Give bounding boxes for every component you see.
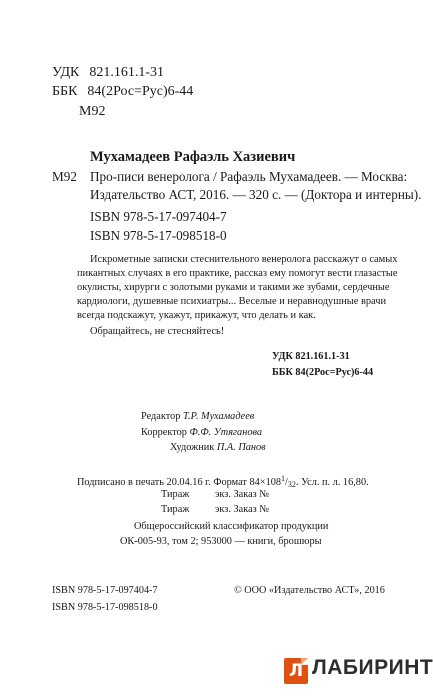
editor-name: Т.Р. Мухамадеев [182, 411, 255, 422]
format-numerator: 1 [281, 474, 286, 483]
annotation-line: кардиологи, душевные психиатры... Веселые и неравнодушные врачи [77, 296, 387, 307]
print-run-label: Тираж [161, 504, 190, 515]
format-denominator: 32 [287, 480, 296, 489]
print-run-text: экз. Заказ № [215, 504, 270, 515]
artist-label: Художник [170, 442, 215, 453]
annotation-line: Искрометные записки стеснительного венеролога расскажут о самых [90, 254, 398, 265]
annotation-line: всегда подскажут, укажут, прикажут, что делать и как. [77, 310, 316, 321]
corrector-label: Корректор [141, 427, 187, 438]
bbk-right: ББК 84(2Рос=Рус)6-44 [272, 367, 374, 378]
udk-value: 821.161.1-31 [89, 65, 165, 80]
print-run-label: Тираж [161, 489, 190, 500]
bbk-value: 84(2Рос=Рус)6-44 [87, 84, 194, 99]
bbk-line [52, 83, 193, 101]
signed-tail: . Усл. п. л. 16,80. [295, 477, 369, 488]
card-description-1: Про-писи венеролога / Рафаэль Мухамадеев. — Москва: [90, 169, 408, 184]
classifier-line: Общероссийский классификатор продукции [134, 521, 329, 532]
annotation-line: окулисты, хирурги с золотыми руками и такими же зубами, сердечные [77, 282, 390, 293]
udk-right: УДК 821.161.1-31 [272, 351, 350, 362]
bbk-label: ББК [52, 84, 78, 99]
author-heading: Мухамадеев Рафаэль Хазиевич [90, 149, 296, 165]
logo-letter: Л [288, 661, 304, 681]
author-mark: М92 [79, 104, 106, 119]
corrector-name: Ф.Ф. Утяганова [189, 427, 263, 438]
udk-line [52, 64, 164, 82]
annotation-line: пикантных случаях в его практике, рассказ ему помогут вести глазастые [77, 268, 398, 279]
brand-name: ЛАБИРИНТ [312, 656, 433, 679]
card-isbn-1: ISBN 978-5-17-097404-7 [90, 209, 227, 224]
editor-label: Редактор [141, 411, 181, 422]
corrector-line [141, 425, 262, 441]
signed-line: Подписано в печать 20.04.16 г. Формат $84\times 108^1/32$. Усл. п. л. 16,80. [77, 474, 369, 489]
classifier-line: ОК-005-93, том 2; 953000 — книги, брошюры [120, 536, 322, 547]
card-mark: М92 [52, 169, 77, 184]
labirint-logo-icon [284, 658, 308, 684]
editor-line [141, 409, 254, 425]
print-run-text: экз. Заказ № [215, 489, 270, 500]
udk-label: УДК [52, 65, 80, 80]
copyright: © ООО «Издательство АСТ», 2016 [234, 585, 385, 596]
artist-name: П.А. Панов [216, 442, 266, 453]
footer-isbn: ISBN 978-5-17-097404-7 [52, 585, 158, 596]
footer-isbn: ISBN 978-5-17-098518-0 [52, 602, 158, 613]
card-description-2: Издательство АСТ, 2016. — 320 с. — (Доктора и интерны). [90, 187, 422, 202]
signed-text: Подписано в печать 20.04.16 г. Формат 84×108 [77, 477, 282, 488]
artist-line [170, 440, 266, 456]
annotation-closing: Обращайтесь, не стесняйтесь! [90, 326, 225, 337]
card-isbn-2: ISBN 978-5-17-098518-0 [90, 228, 227, 243]
